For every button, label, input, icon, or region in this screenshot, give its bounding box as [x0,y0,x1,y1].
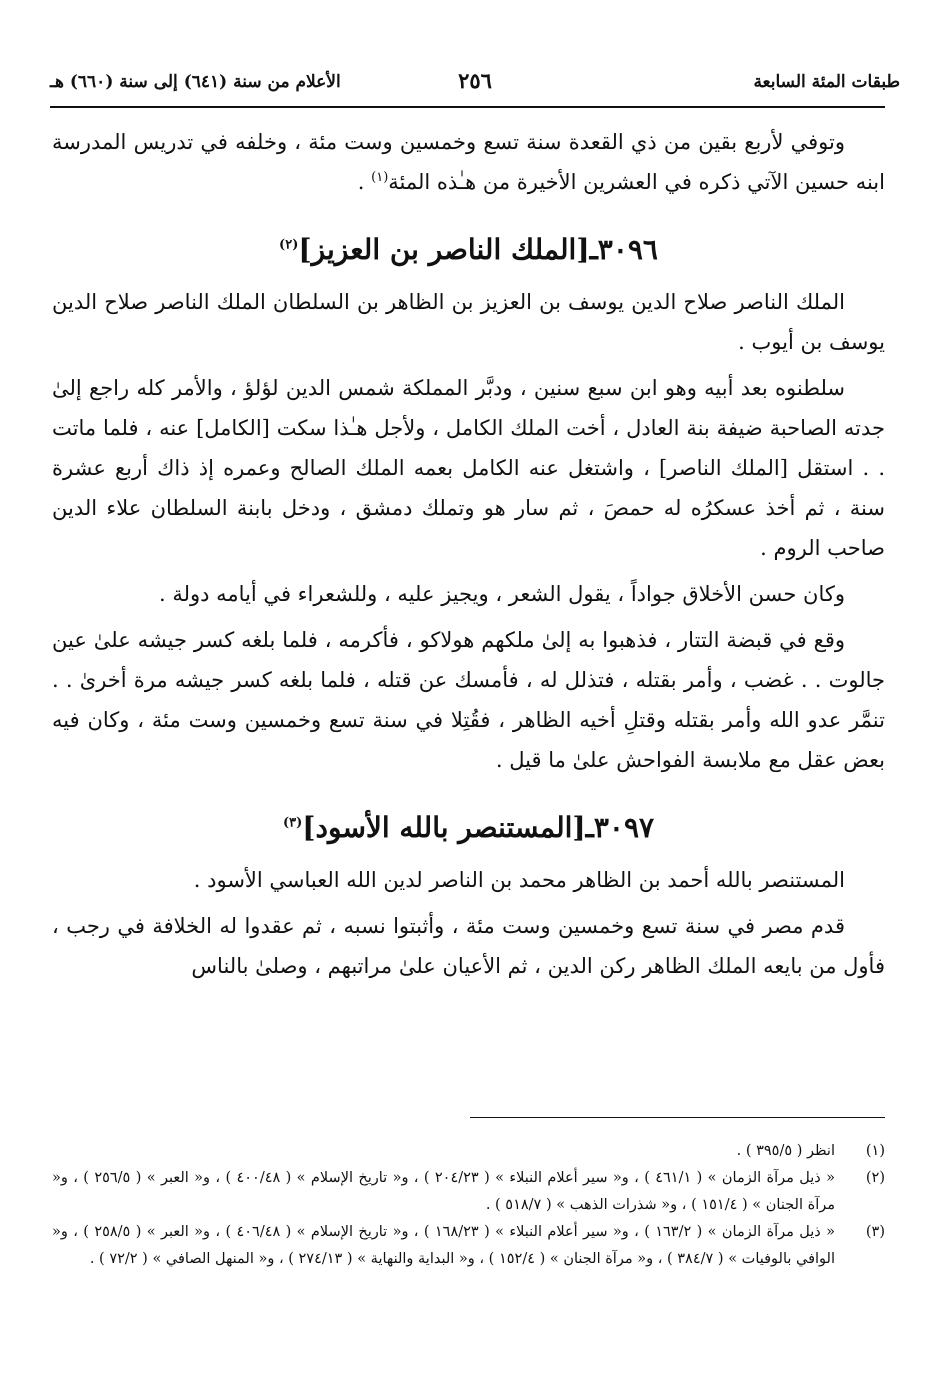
header-year-range: الأعلام من سنة (٦٤١) إلى سنة (٦٦٠) هـ [50,72,341,92]
footnote-number: (٢) [865,1170,885,1186]
entry-paragraph: سلطنوه بعد أبيه وهو ابن سبع سنين ، ودبَّر المملكة شمس الدين لؤلؤ ، والأمر كله راجع إلىٰ جدته الصاحبة ضيفة بنة العادل ، أخت الملك الكامل ، ولأجل هـٰذا سكت [الكامل] عنه ، فلما ماتت . . استقل [الملك الناصر] ، واشتغل عنه الكامل بعمه الملك الصالح وعمره إذ ذاك أربع عشرة سنة ، ثم أخذ عسكرُه له حمصَ ، ثم سار هو وتملك دمشق ، ودخل بابنة السلطان علاء الدين صاحب الروم . [52,376,885,560]
entry-heading [52,806,885,850]
footnote-number: (١) [865,1143,885,1159]
footnotes [52,1138,885,1273]
footnote-ref: (٢) [279,237,299,253]
main-text [52,122,885,992]
entry-number: ٣٠٩٦ـ [589,233,658,266]
entry-paragraph: وقع في قبضة التتار ، فذهبوا به إلىٰ ملكهم هولاكو ، فأكرمه ، فلما بلغه كسر جيشه علىٰ عين جالوت . . غضب ، وأمر بقتله ، فتذلل له ، فأمسك عن قتله ، فلما بلغه كسر جيشه مرة أخرىٰ . . تنمَّر عدو الله وأمر بقتله وقتلِ أخيه الظاهر ، فقُتِلا في سنة تسع وخمسين وست مئة ، وكان فيه بعض عقل مع ملابسة الفواحش علىٰ ما قيل . [52,628,885,772]
entry-paragraph: قدم مصر في سنة تسع وخمسين وست مئة ، وأثبتوا نسبه ، ثم عقدوا له الخلافة في رجب ، فأول من بايعه الملك الظاهر ركن الدين ، ثم الأعيان علىٰ مراتبهم ، وصلىٰ بالناس [52,914,885,978]
entry-paragraph: المستنصر بالله أحمد بن الظاهر محمد بن الناصر لدين الله العباسي الأسود . [193,868,845,892]
running-header [50,68,900,106]
entry-paragraph: وكان حسن الأخلاق جواداً ، يقول الشعر ، ويجيز عليه ، وللشعراء في أيامه دولة . [159,582,845,606]
footnote-text: « ذيل مرآة الزمان » ( ١٦٣/٢ ) ، و« سير أعلام النبلاء » ( ١٦٨/٢٣ ) ، و« تاريخ الإسلام » ( ٤٠٦/٤٨ ) ، و« العبر » ( ٢٥٨/٥ ) ، و« الوافي بالوفيات » ( ٣٨٤/٧ ) ، و« مرآة الجنان » ( ١٥٢/٤ ) ، و« البداية والنهاية » ( ٢٧٤/١٣ ) ، و« المنهل الصافي » ( ٧٢/٢ ) . [52,1224,835,1267]
intro-paragraph [52,122,885,202]
entry-name: [الملك الناصر بن العزيز] [298,233,590,266]
entry-number: ٣٠٩٧ـ [585,811,655,844]
footnote-ref: (٣) [282,815,303,831]
footnote-ref: (١) [371,170,389,185]
intro-end: . [357,170,372,194]
entry-paragraph: الملك الناصر صلاح الدين يوسف بن العزيز بن الظاهر بن السلطان الملك الناصر صلاح الدين يوسف بن أيوب . [52,290,885,354]
header-section-title: طبقات المئة السابعة [753,72,900,92]
intro-text: وتوفي لأربع بقين من ذي القعدة سنة تسع وخمسين وست مئة ، وخلفه في تدريس المدرسة ابنه حسين الآتي ذكره في العشرين الأخيرة من هـٰذه المئة [52,130,885,194]
footnote [52,1138,885,1165]
footnote-text: « ذيل مرآة الزمان » ( ٤٦١/١ ) ، و« سير أعلام النبلاء » ( ٢٠٤/٢٣ ) ، و« تاريخ الإسلام » ( ٤٠٠/٤٨ ) ، و« العبر » ( ٢٥٦/٥ ) ، و« مرآة الجنان » ( ١٥١/٤ ) ، و« شذرات الذهب » ( ٥١٨/٧ ) . [52,1170,835,1213]
footnote [52,1165,885,1219]
footnote-number: (٣) [865,1224,885,1240]
footnote [52,1219,885,1273]
footnote-text: انظر ( ٣٩٥/٥ ) . [736,1143,835,1159]
footnote-divider [470,1117,885,1118]
page-number: ٢٥٦ [458,68,492,93]
entry-heading [52,228,885,272]
header-divider [50,106,885,108]
entry-name: [المستنصر بالله الأسود] [302,811,586,844]
